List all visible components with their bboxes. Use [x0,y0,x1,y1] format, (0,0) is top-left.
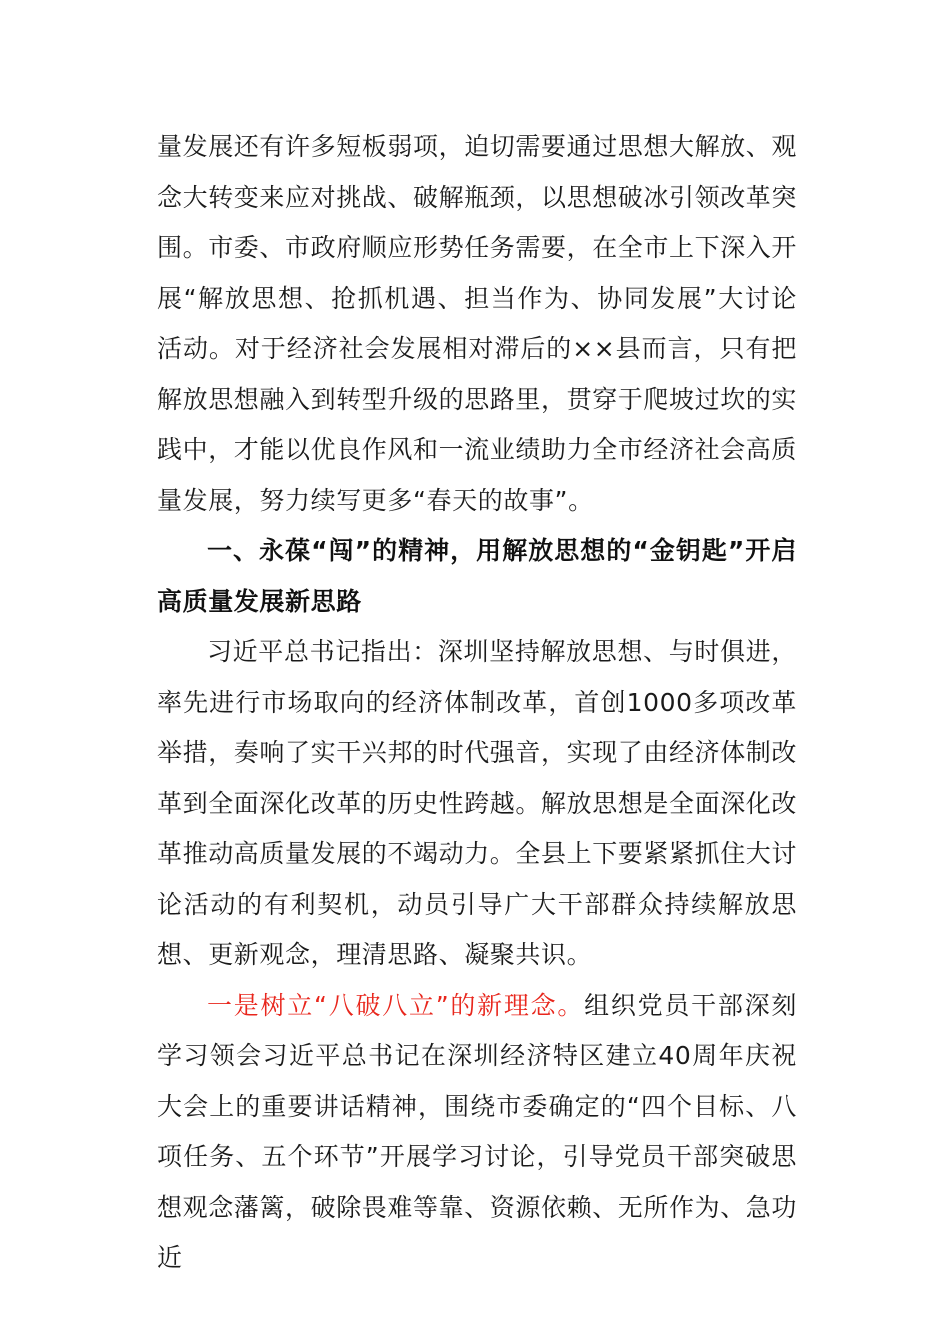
paragraph-intro: 量发展还有许多短板弱项，迫切需要通过思想大解放、观念大转变来应对挑战、破解瓶颈，以思想破冰引领改革突围。市委、市政府顺应形势任务需要，在全市上下深入开展“解放思想、抢抓机遇、担当作为、协同发展”大讨论活动。对于经济社会发展相对滞后的××县而言，只有把解放思想融入到转型升级的思路里，贯穿于爬坡过坎的实践中，才能以优良作风和一流业绩助力全市经济社会高质量发展，努力续写更多“春天的故事”。 [157,132,798,515]
point-1-lead: 一是树立“八破八立”的新理念。 [207,990,585,1020]
paragraph-section-1: 习近平总书记指出：深圳坚持解放思想、与时俱进，率先进行市场取向的经济体制改革，首创1000多项改革举措，奏响了实干兴邦的时代强音，实现了由经济体制改革到全面深化改革的历史性跨越。解放思想是全面深化改革推动高质量发展的不竭动力。全县上下要紧紧抓住大讨论活动的有利契机，动员引导广大干部群众持续解放思想、更新观念，理清思路、凝聚共识。 [157,637,798,969]
point-1-body: 组织党员干部深刻学习领会习近平总书记在深圳经济特区建立40周年庆祝大会上的重要讲话精神，围绕市委确定的“四个目标、八项任务、五个环节”开展学习讨论，引导党员干部突破思想观念藩篱，破除畏难等靠、资源依赖、无所作为、急功近 [157,990,798,1272]
document-page [157,122,797,1284]
paragraph-point-1 [157,981,797,1284]
section-heading-1: 一、永葆“闯”的精神，用解放思想的“金钥匙”开启高质量发展新思路 [157,536,797,616]
